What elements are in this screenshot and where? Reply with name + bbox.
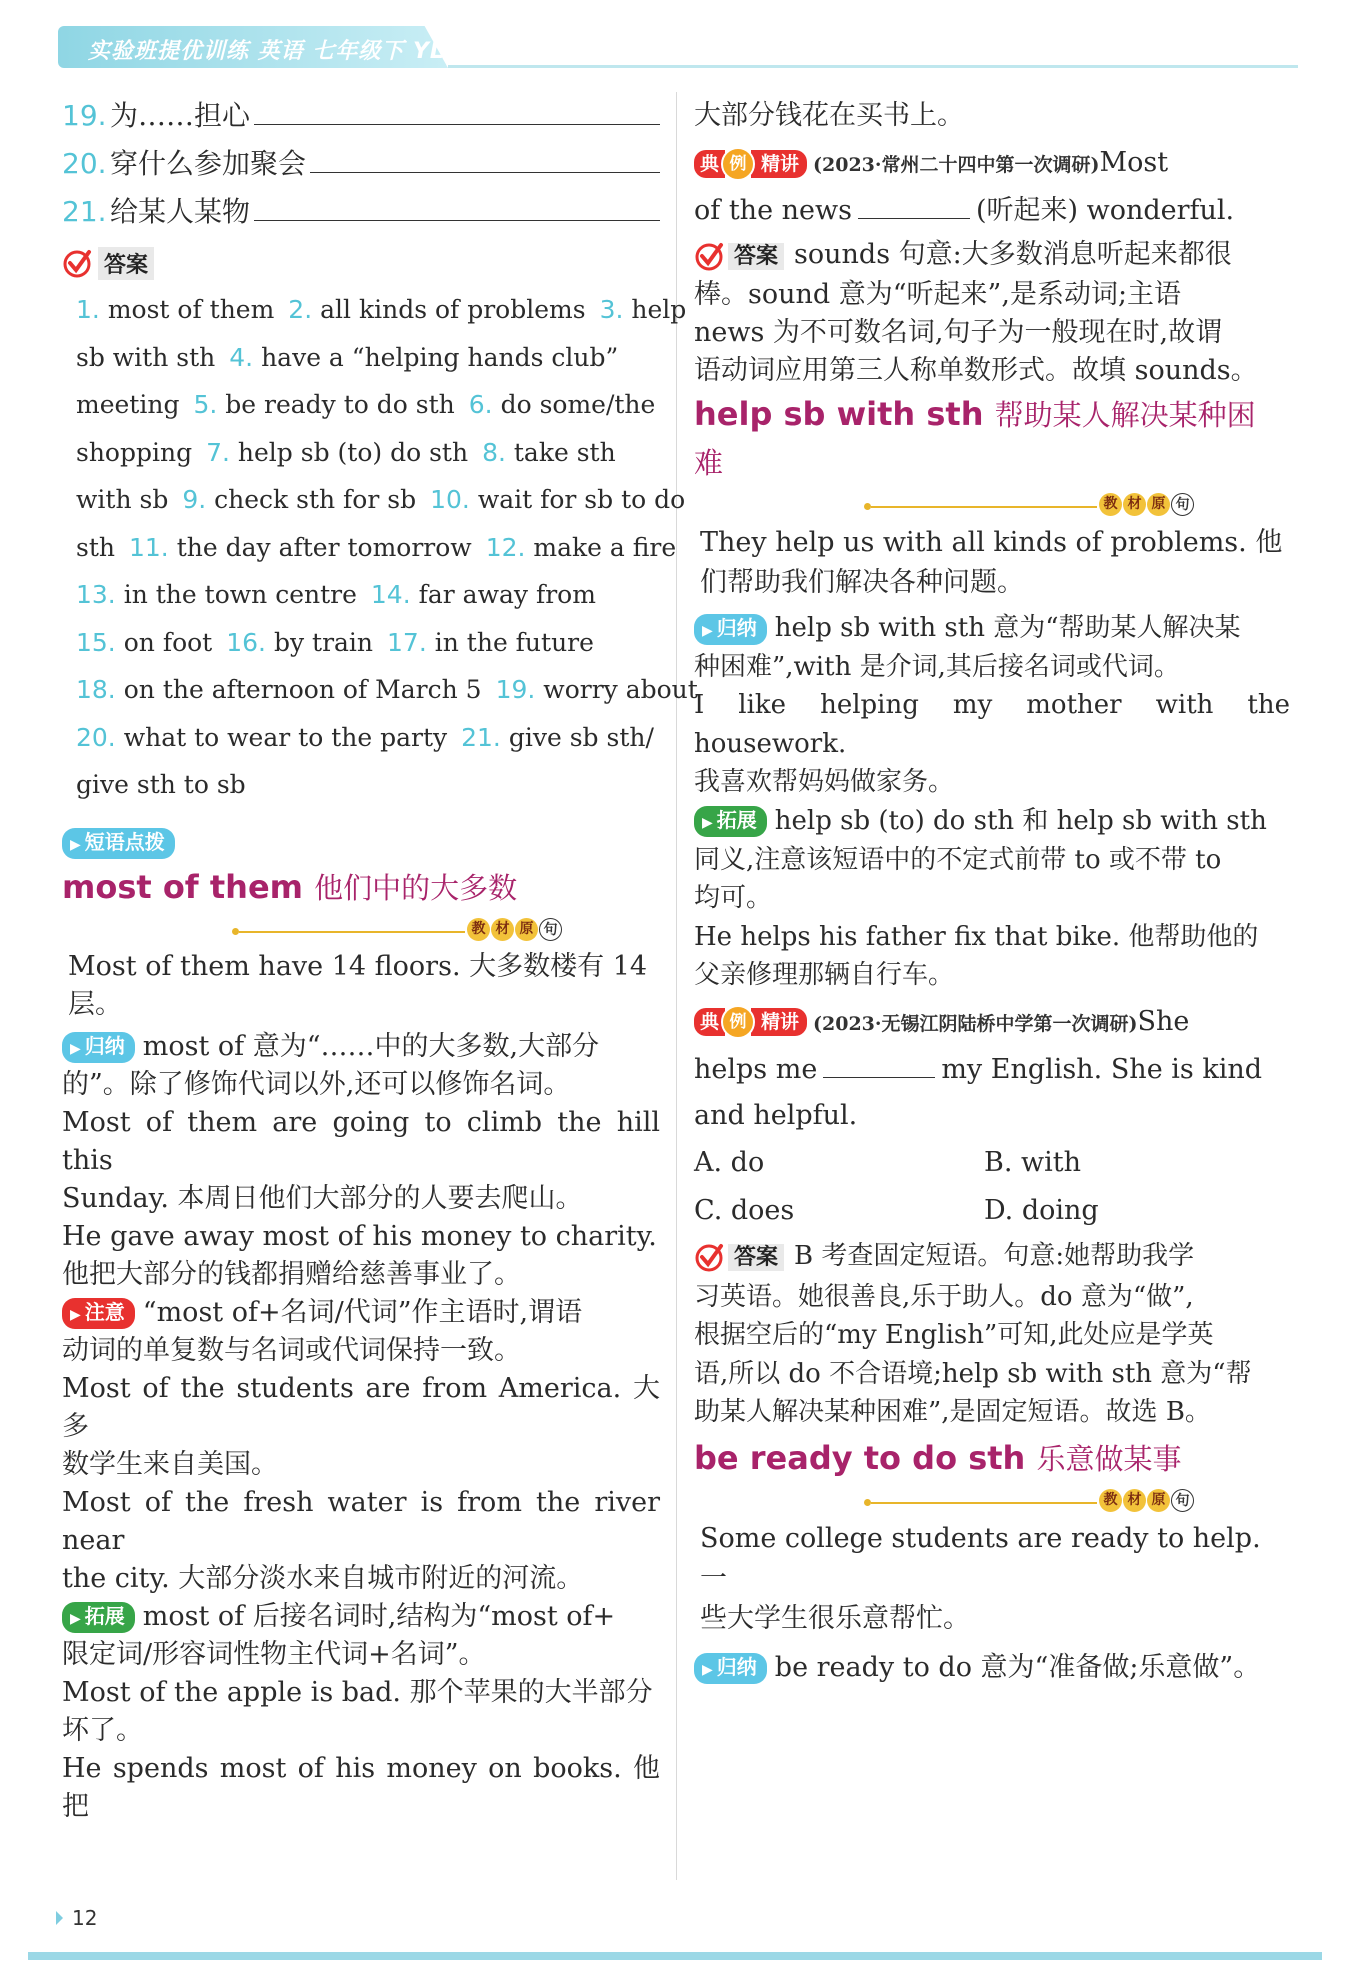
answer-blank [823, 1055, 935, 1078]
answer-1 [694, 236, 1290, 390]
answer-text: be ready to do sth [225, 390, 455, 419]
answer-text: on foot [123, 627, 213, 657]
answer-text: take sth [513, 437, 616, 467]
text-line: Most of the fresh water is from the river near [62, 1486, 660, 1556]
note-label: 注意 [84, 1299, 125, 1324]
section-title-cn: 帮助某人解决某种困 [994, 398, 1256, 432]
header-title: 实验班提优训练 英语 七年级下 YL [88, 39, 445, 64]
answer-line [76, 334, 660, 382]
text-line: my English. She is kind [941, 1053, 1263, 1085]
text-line: 的”。除了修饰代词以外,还可以修饰名词。 [62, 1068, 571, 1100]
answer-number: 1. [76, 295, 100, 324]
answer-text: worry about [543, 675, 698, 704]
answer-line [76, 619, 660, 667]
play-icon: ▶ [70, 1306, 81, 1323]
section-title-en: most of them [62, 867, 303, 906]
answer-text: give sth to sb [76, 770, 246, 799]
text-line: 我喜欢帮妈妈做家务。 [694, 767, 955, 798]
text-line: most of 后接名词时,结构为“most of+ [142, 1600, 616, 1632]
text-line: “most of+名词/代词”作主语时,谓语 [142, 1296, 583, 1328]
answer-number: 4. [229, 342, 254, 372]
marker-rule [871, 1502, 1097, 1504]
answer-number: 6. [468, 390, 493, 419]
answer-number: 16. [226, 627, 266, 657]
text-line: 助某人解决某种困难”,是固定短语。故选 B。 [694, 1397, 1211, 1428]
text-line: 限定词/形容词性物主代词+名词”。 [62, 1638, 486, 1670]
answer-2 [694, 1237, 1290, 1432]
text-line: 层。 [68, 988, 122, 1020]
badge-char: 原 [515, 918, 538, 941]
extend-pill [62, 1602, 135, 1633]
answer-number: 10. [430, 485, 470, 514]
marker-dot [864, 503, 871, 510]
answer-line [76, 286, 687, 334]
note-pill [62, 1298, 135, 1329]
text-line: He gave away most of his money to charity. [62, 1220, 657, 1252]
example-badge-li: 例 [721, 147, 755, 181]
text-line: helps me [694, 1053, 818, 1085]
answer-line [76, 476, 686, 524]
example-badge [694, 1005, 807, 1039]
text-line: 种困难”,with 是介词,其后接名词或代词。 [694, 651, 1180, 682]
phrase-tips-pill [62, 828, 175, 859]
text-line: Most of them have 14 floors. 大多数楼有 14 [68, 950, 648, 982]
summary-label: 归纳 [716, 615, 757, 640]
answer-number: 13. [76, 580, 116, 609]
answer-blank [254, 94, 660, 125]
answer-line [76, 429, 660, 477]
example-badge-li: 例 [721, 1005, 755, 1039]
text-line: Most of them are going to climb the hill this [62, 1106, 660, 1176]
answer-text: with sb [76, 485, 169, 514]
text-line: Most [1099, 147, 1169, 178]
vocab-number: 20. [62, 147, 107, 180]
textbook-sentence-marker [62, 912, 660, 948]
answer-header [62, 240, 660, 286]
answer-blank [254, 190, 660, 221]
answer-number: 7. [206, 437, 230, 467]
vocab-item [62, 92, 660, 140]
answer-list [62, 286, 698, 809]
answer-number: 3. [599, 295, 624, 324]
answer-text: on the afternoon of March 5 [123, 675, 482, 704]
options-grid [694, 1139, 1290, 1235]
text-line: (听起来) wonderful. [975, 195, 1235, 226]
play-icon: ▶ [70, 1610, 81, 1627]
example-badge [694, 147, 807, 181]
badge-char: 句 [539, 918, 562, 941]
answer-text: give sb sth/ [508, 722, 654, 752]
answer-text: far away from [418, 580, 596, 609]
text-line: B 考查固定短语。句意:她帮助我学 [794, 1240, 1195, 1271]
summary-block-3 [694, 1649, 1290, 1687]
answer-number: 8. [482, 437, 506, 467]
left-column [62, 92, 698, 1826]
running-header [58, 26, 1298, 70]
vocab-item [62, 188, 660, 236]
text-line: 父亲修理那辆自行车。 [694, 960, 955, 991]
play-icon: ▶ [70, 836, 81, 853]
play-icon: ▶ [702, 622, 713, 639]
text-line: 坏了。 [62, 1714, 143, 1746]
text-line: Most of the apple is bad. 那个苹果的大半部分 [62, 1676, 653, 1708]
extend-label: 拓展 [716, 808, 757, 833]
example-badge-jingjiang: 精讲 [751, 150, 807, 178]
textbook-sentence-marker [694, 1483, 1290, 1519]
text-line: 习英语。她很善良,乐于助人。do 意为“做”, [694, 1281, 1194, 1312]
textbook-sentence-badge [467, 918, 562, 941]
badge-char: 原 [1147, 493, 1170, 516]
check-icon [62, 248, 92, 278]
answer-number: 15. [76, 627, 116, 657]
textbook-sentence-marker [694, 487, 1290, 523]
badge-char: 教 [1099, 493, 1122, 516]
textbook-sentence-badge [1099, 1489, 1194, 1512]
textbook-sentence-badge [1099, 493, 1194, 516]
summary-label: 归纳 [716, 1654, 757, 1679]
answer-text: by train [273, 627, 374, 657]
badge-char: 材 [1123, 493, 1146, 516]
answer-number: 14. [370, 580, 411, 609]
summary-pill [694, 1653, 767, 1684]
vocab-number: 19. [62, 99, 107, 132]
badge-char: 教 [1099, 1489, 1122, 1512]
answer-text: the day after tomorrow [176, 532, 472, 562]
answer-number: 21. [461, 722, 501, 752]
text-line: 语,所以 do 不合语境;help sb with sth 意为“帮 [694, 1358, 1252, 1389]
answer-text: do some/the [500, 390, 656, 419]
question-source: (2023·常州二十四中第一次调研) [813, 154, 1100, 176]
answer-number: 17. [387, 627, 427, 657]
text-line: He spends most of his money on books. 他把 [62, 1752, 660, 1822]
answer-line [76, 714, 660, 762]
answer-text: all kinds of problems [320, 295, 586, 324]
text-line: most of 意为“……中的大多数,大部分 [142, 1030, 600, 1062]
play-icon: ▶ [702, 815, 713, 832]
text-line: 大部分钱花在买书上。 [694, 100, 964, 131]
play-icon: ▶ [70, 1040, 81, 1057]
answer-text: what to wear to the party [123, 722, 448, 752]
section-title-help-sb-with-sth [694, 390, 1290, 487]
text-line: He helps his father fix that bike. 他帮助他的 [694, 921, 1259, 952]
badge-char: 材 [491, 918, 514, 941]
text-line: They help us with all kinds of problems. 他 [700, 527, 1283, 558]
text-line: be ready to do 意为“准备做;乐意做”。 [774, 1651, 1261, 1683]
summary-pill [694, 614, 767, 645]
extend-pill [694, 806, 767, 837]
section-title-most-of-them [62, 863, 660, 912]
page-marker-icon [56, 1911, 63, 1925]
section-title-en: be ready to do sth [694, 1438, 1026, 1477]
text-line: 数学生来自美国。 [62, 1448, 278, 1480]
answer-number: 5. [193, 390, 218, 419]
vocab-item [62, 140, 660, 188]
answer-text: in the town centre [123, 580, 357, 609]
answer-line [76, 761, 660, 809]
answer-number: 11. [128, 532, 169, 562]
text-line: 根据空后的“my English”可知,此处应是学英 [694, 1320, 1214, 1351]
section-title-cn: 难 [694, 446, 724, 480]
sample-sentence [62, 948, 660, 1024]
text-line: Some college students are ready to help. 一 [700, 1522, 1261, 1594]
badge-char: 教 [467, 918, 490, 941]
text-line: sounds 句意:大多数消息听起来都很 [794, 239, 1232, 270]
section-title-en: help sb with sth [694, 395, 984, 433]
text-line: news 为不可数名词,句子为一般现在时,故谓 [694, 317, 1223, 348]
answer-number: 20. [76, 722, 116, 752]
option-d: D. doing [984, 1194, 1099, 1226]
answer-text: sb with sth [76, 342, 216, 372]
vocab-text: 给某人某物 [110, 195, 251, 228]
section-title-be-ready [694, 1434, 1290, 1483]
answer-number: 2. [288, 295, 313, 324]
option-c: C. does [694, 1194, 795, 1226]
example-badge-dian: 典 [694, 1008, 725, 1036]
column-divider [676, 92, 677, 1880]
badge-char: 句 [1171, 1489, 1194, 1512]
answer-text: in the future [434, 627, 594, 657]
answer-label: 答案 [98, 247, 154, 280]
sample-sentence [694, 523, 1290, 603]
vocab-text: 穿什么参加聚会 [110, 147, 307, 180]
vocab-number: 21. [62, 195, 107, 228]
example-badge-jingjiang: 精讲 [751, 1008, 807, 1036]
text-line: She [1137, 1005, 1190, 1037]
text-line: 动词的单复数与名词或代词保持一致。 [62, 1334, 521, 1366]
text-line: 语动词应用第三人称单数形式。故填 sounds。 [694, 355, 1258, 386]
text-line: 棒。sound 意为“听起来”,是系动词;主语 [694, 279, 1182, 310]
footer-bar [28, 1952, 1322, 1960]
badge-char: 句 [1171, 493, 1194, 516]
check-icon [694, 241, 724, 271]
text-line: and helpful. [694, 1099, 858, 1131]
text-line: 均可。 [694, 883, 773, 914]
answer-text: shopping [76, 437, 193, 467]
answer-number: 12. [485, 532, 526, 562]
option-b: B. with [984, 1146, 1081, 1178]
answer-label: 答案 [728, 1244, 784, 1271]
answer-blank [310, 142, 660, 173]
answer-text: help [631, 295, 687, 324]
answer-text: help sb (to) do sth [237, 437, 469, 467]
answer-line [76, 381, 660, 429]
text-line: 些大学生很乐意帮忙。 [700, 1602, 970, 1634]
text-line: help sb with sth 意为“帮助某人解决某 [774, 613, 1241, 643]
answer-text: have a “helping hands club” [261, 342, 619, 372]
extend-label: 拓展 [84, 1603, 125, 1628]
example-question-1 [694, 140, 1290, 234]
summary-block [62, 1028, 660, 1826]
option-a: A. do [694, 1146, 765, 1178]
vocab-list [62, 92, 660, 236]
answer-text: most of them [107, 295, 275, 324]
summary-pill [62, 1032, 135, 1063]
answer-line [76, 666, 698, 714]
summary-block-2 [694, 609, 1290, 995]
answer-text: wait for sb to do [477, 485, 686, 514]
text-line: of the news [694, 195, 852, 226]
badge-char: 原 [1147, 1489, 1170, 1512]
answer-line [76, 571, 660, 619]
marker-rule [871, 506, 1097, 508]
page-number: 12 [72, 1906, 98, 1930]
sample-sentence [694, 1519, 1290, 1639]
answer-text: meeting [76, 390, 180, 419]
play-icon: ▶ [702, 1661, 713, 1678]
header-rule [448, 65, 1298, 68]
badge-char: 材 [1123, 1489, 1146, 1512]
answer-line [76, 524, 677, 572]
question-source: (2023·无锡江阴陆桥中学第一次调研) [813, 1012, 1138, 1035]
text-line: 们帮助我们解决各种问题。 [700, 567, 1024, 598]
text-line: I like helping my mother with the housework. [694, 690, 1290, 759]
section-title-cn: 乐意做某事 [1036, 1441, 1182, 1476]
answer-label: 答案 [728, 243, 784, 270]
answer-text: make a fire [533, 532, 677, 562]
example-question-2 [694, 999, 1290, 1139]
text-line: the city. 大部分淡水来自城市附近的河流。 [62, 1562, 584, 1594]
section-title-cn: 他们中的大多数 [314, 870, 518, 905]
check-icon [694, 1242, 724, 1272]
text-line: Most of the students are from America. 大多 [62, 1372, 660, 1442]
text-line: 他把大部分的钱都捐赠给慈善事业了。 [62, 1258, 521, 1290]
phrase-tips-row [62, 823, 660, 863]
answer-number: 18. [76, 675, 116, 704]
text-line: 同义,注意该短语中的不定式前带 to 或不带 to [694, 844, 1222, 875]
marker-dot [864, 1499, 871, 1506]
answer-number: 9. [182, 485, 207, 514]
example-badge-dian: 典 [694, 150, 725, 178]
phrase-tips-label: 短语点拨 [84, 829, 165, 854]
answer-number: 19. [495, 675, 536, 704]
marker-rule [239, 931, 465, 933]
answer-blank [858, 196, 970, 219]
summary-label: 归纳 [84, 1033, 125, 1058]
vocab-text: 为……担心 [110, 99, 251, 132]
answer-text: check sth for sb [214, 485, 417, 514]
right-column [694, 92, 1290, 1687]
text-line: help sb (to) do sth 和 help sb with sth [774, 805, 1267, 836]
answer-text: sth [76, 532, 115, 562]
marker-dot [232, 928, 239, 935]
text-line: Sunday. 本周日他们大部分的人要去爬山。 [62, 1182, 583, 1214]
